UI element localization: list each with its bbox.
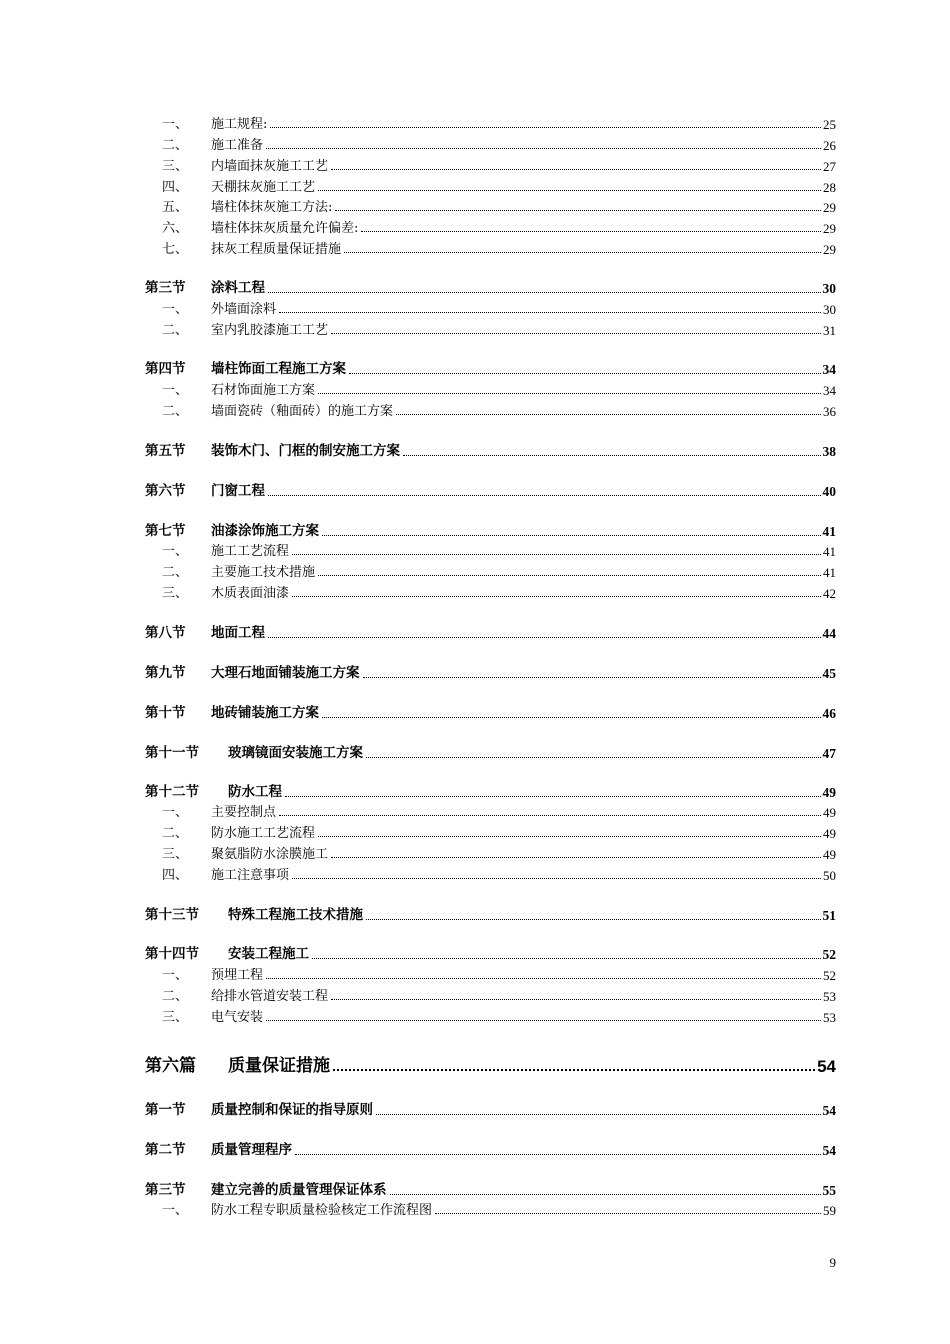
toc-entry-title: 防水工程专职质量检验核定工作流程图 [211, 1203, 433, 1218]
toc-entry-number: 一、 [162, 302, 189, 317]
toc-subsection-entry[interactable] [162, 869, 836, 882]
toc-entry-title: 墙柱体抹灰质量允许偏差: [211, 221, 359, 236]
toc-entry-number: 第三节 [145, 1182, 186, 1198]
toc-dot-leader [279, 312, 821, 313]
toc-entry-page: 27 [823, 159, 836, 174]
toc-section-entry[interactable] [145, 282, 836, 296]
toc-section-entry[interactable] [145, 1184, 836, 1198]
toc-entry-number: 第四节 [145, 361, 186, 377]
toc-dot-leader [292, 878, 821, 879]
toc-dot-leader [266, 148, 821, 149]
toc-entry-number: 四、 [162, 180, 189, 195]
toc-dot-leader [318, 836, 821, 837]
toc-entry-page: 29 [823, 242, 836, 257]
toc-dot-leader [344, 252, 821, 253]
toc-entry-title: 质量控制和保证的指导原则 [211, 1102, 373, 1118]
toc-subsection-entry[interactable] [162, 118, 836, 131]
toc-entry-number: 五、 [162, 200, 189, 215]
toc-entry-page: 29 [823, 221, 836, 236]
toc-entry-number: 四、 [162, 868, 189, 883]
toc-entry-title: 施工工艺流程 [211, 544, 290, 559]
toc-subsection-entry[interactable] [162, 566, 836, 579]
toc-dot-leader [268, 637, 821, 638]
toc-dot-leader [335, 210, 821, 211]
toc-section-entry[interactable] [145, 1144, 836, 1158]
toc-subsection-entry[interactable] [162, 545, 836, 558]
toc-entry-title: 主要施工技术措施 [211, 565, 316, 580]
toc-dot-leader [266, 1020, 821, 1021]
toc-entry-page: 31 [823, 323, 836, 338]
toc-dot-leader [363, 677, 821, 678]
toc-entry-number: 一、 [162, 544, 189, 559]
toc-entry-number: 第三节 [145, 280, 186, 296]
toc-entry-number: 三、 [162, 586, 189, 601]
toc-dot-leader [268, 292, 821, 293]
toc-entry-title: 电气安装 [211, 1010, 264, 1025]
toc-entry-title: 玻璃镜面安装施工方案 [228, 745, 363, 761]
toc-entry-title: 墙面瓷砖（釉面砖）的施工方案 [211, 404, 394, 419]
toc-section-entry[interactable] [145, 1104, 836, 1118]
toc-entry-page: 41 [823, 544, 836, 559]
toc-entry-title: 预埋工程 [211, 968, 264, 983]
toc-entry-page: 55 [822, 1183, 836, 1198]
toc-subsection-entry[interactable] [162, 969, 836, 982]
toc-dot-leader [312, 958, 821, 959]
toc-subsection-entry[interactable] [162, 587, 836, 600]
toc-entry-page: 25 [823, 117, 836, 132]
toc-entry-page: 47 [822, 746, 836, 761]
toc-entry-number: 第十三节 [145, 907, 199, 923]
toc-subsection-entry[interactable] [162, 1204, 836, 1217]
toc-dot-leader [322, 535, 821, 536]
toc-dot-leader [333, 1069, 815, 1071]
toc-entry-page: 41 [822, 524, 836, 539]
toc-subsection-entry[interactable] [162, 1011, 836, 1024]
toc-entry-title: 质量保证措施 [228, 1056, 330, 1076]
toc-section-entry[interactable] [145, 485, 836, 499]
toc-entry-title: 天棚抹灰施工工艺 [211, 180, 316, 195]
toc-dot-leader [292, 596, 821, 597]
toc-entry-number: 二、 [162, 565, 189, 580]
toc-dot-leader [331, 999, 821, 1000]
toc-entry-title: 外墙面涂料 [211, 302, 277, 317]
toc-entry-number: 三、 [162, 1010, 189, 1025]
toc-entry-title: 墙柱饰面工程施工方案 [211, 361, 346, 377]
toc-entry-page: 34 [822, 362, 836, 377]
toc-dot-leader [268, 495, 821, 496]
toc-section-entry[interactable] [145, 627, 836, 641]
toc-entry-number: 第十一节 [145, 745, 199, 761]
toc-entry-title: 主要控制点 [211, 805, 277, 820]
toc-entry-title: 施工注意事项 [211, 868, 290, 883]
toc-entry-title: 墙柱体抹灰施工方法: [211, 200, 333, 215]
toc-entry-page: 54 [817, 1057, 836, 1076]
toc-entry-page: 30 [823, 302, 836, 317]
toc-entry-number: 第七节 [145, 523, 186, 539]
toc-entry-title: 室内乳胶漆施工工艺 [211, 323, 329, 338]
toc-entry-number: 七、 [162, 242, 189, 257]
toc-dot-leader [403, 455, 821, 456]
toc-section-entry[interactable] [145, 525, 836, 539]
toc-subsection-entry[interactable] [162, 806, 836, 819]
toc-entry-page: 54 [822, 1143, 836, 1158]
toc-dot-leader [396, 414, 821, 415]
toc-entry-number: 三、 [162, 159, 189, 174]
toc-entry-page: 54 [822, 1103, 836, 1118]
toc-entry-page: 53 [823, 1010, 836, 1025]
toc-subsection-entry[interactable] [162, 848, 836, 861]
toc-dot-leader [318, 190, 821, 191]
toc-subsection-entry[interactable] [162, 222, 836, 235]
toc-subsection-entry[interactable] [162, 160, 836, 173]
toc-entry-page: 53 [823, 989, 836, 1004]
toc-subsection-entry[interactable] [162, 405, 836, 418]
toc-entry-page: 52 [823, 968, 836, 983]
toc-section-entry[interactable] [145, 786, 836, 800]
toc-dot-leader [366, 757, 821, 758]
toc-entry-page: 59 [823, 1203, 836, 1218]
toc-dot-leader [331, 333, 821, 334]
toc-part-entry[interactable] [145, 1058, 836, 1075]
toc-subsection-entry[interactable] [162, 139, 836, 152]
toc-entry-number: 第十节 [145, 705, 186, 721]
toc-entry-title: 地砖铺装施工方案 [211, 705, 319, 721]
toc-entry-number: 二、 [162, 138, 189, 153]
toc-entry-number: 一、 [162, 805, 189, 820]
toc-entry-page: 41 [823, 565, 836, 580]
toc-dot-leader [285, 796, 821, 797]
toc-section-entry[interactable] [145, 667, 836, 681]
toc-entry-page: 45 [822, 666, 836, 681]
toc-dot-leader [361, 231, 821, 232]
toc-entry-title: 防水工程 [228, 784, 282, 800]
toc-entry-page: 49 [823, 826, 836, 841]
toc-dot-leader [295, 1154, 821, 1155]
toc-entry-page: 29 [823, 200, 836, 215]
toc-entry-page: 49 [823, 847, 836, 862]
toc-entry-number: 第十二节 [145, 784, 199, 800]
toc-entry-title: 门窗工程 [211, 483, 265, 499]
toc-subsection-entry[interactable] [162, 201, 836, 214]
toc-dot-leader [376, 1114, 821, 1115]
toc-entry-page: 42 [823, 586, 836, 601]
toc-dot-leader [292, 554, 821, 555]
toc-entry-number: 一、 [162, 383, 189, 398]
toc-entry-number: 第十四节 [145, 946, 199, 962]
toc-entry-page: 44 [822, 626, 836, 641]
toc-subsection-entry[interactable] [162, 303, 836, 316]
toc-subsection-entry[interactable] [162, 990, 836, 1003]
toc-dot-leader [318, 575, 821, 576]
toc-entry-page: 34 [823, 383, 836, 398]
toc-entry-page: 49 [822, 785, 836, 800]
toc-section-entry[interactable] [145, 948, 836, 962]
toc-entry-page: 50 [823, 868, 836, 883]
toc-entry-title: 安装工程施工 [228, 946, 309, 962]
toc-entry-page: 46 [822, 706, 836, 721]
toc-entry-page: 36 [823, 404, 836, 419]
toc-entry-page: 30 [822, 281, 836, 296]
toc-entry-title: 施工规程: [211, 117, 268, 132]
toc-entry-number: 第九节 [145, 665, 186, 681]
toc-dot-leader [366, 919, 821, 920]
toc-entry-title: 抹灰工程质量保证措施 [211, 242, 342, 257]
toc-dot-leader [322, 717, 821, 718]
toc-entry-title: 木质表面油漆 [211, 586, 290, 601]
toc-entry-number: 六、 [162, 221, 189, 236]
toc-entry-page: 26 [823, 138, 836, 153]
toc-entry-title: 建立完善的质量管理保证体系 [211, 1182, 387, 1198]
toc-entry-title: 装饰木门、门框的制安施工方案 [211, 443, 400, 459]
toc-entry-title: 聚氨脂防水涂膜施工 [211, 847, 329, 862]
toc-dot-leader [331, 169, 821, 170]
toc-entry-number: 一、 [162, 968, 189, 983]
toc-section-entry[interactable] [145, 445, 836, 459]
toc-entry-title: 给排水管道安装工程 [211, 989, 329, 1004]
toc-dot-leader [270, 127, 821, 128]
toc-entry-number: 第一节 [145, 1102, 186, 1118]
toc-entry-title: 特殊工程施工技术措施 [228, 907, 363, 923]
toc-entry-title: 涂料工程 [211, 280, 265, 296]
toc-entry-page: 51 [822, 908, 836, 923]
toc-subsection-entry[interactable] [162, 324, 836, 337]
toc-dot-leader [390, 1194, 821, 1195]
toc-section-entry[interactable] [145, 707, 836, 721]
toc-entry-number: 第六节 [145, 483, 186, 499]
page-number: 9 [829, 1255, 836, 1270]
toc-subsection-entry[interactable] [162, 384, 836, 397]
toc-dot-leader [435, 1213, 821, 1214]
toc-entry-number: 二、 [162, 989, 189, 1004]
toc-entry-title: 油漆涂饰施工方案 [211, 523, 319, 539]
toc-entry-title: 防水施工工艺流程 [211, 826, 316, 841]
toc-entry-page: 52 [822, 947, 836, 962]
toc-dot-leader [349, 373, 821, 374]
toc-entry-number: 第二节 [145, 1142, 186, 1158]
toc-entry-title: 内墙面抹灰施工工艺 [211, 159, 329, 174]
toc-entry-page: 40 [822, 484, 836, 499]
toc-entry-number: 第六篇 [145, 1056, 196, 1076]
toc-section-entry[interactable] [145, 747, 836, 761]
toc-entry-number: 一、 [162, 117, 189, 132]
toc-entry-title: 石材饰面施工方案 [211, 383, 316, 398]
toc-dot-leader [279, 815, 821, 816]
toc-subsection-entry[interactable] [162, 827, 836, 840]
toc-entry-title: 大理石地面铺装施工方案 [211, 665, 360, 681]
toc-entry-number: 第八节 [145, 625, 186, 641]
toc-entry-title: 施工准备 [211, 138, 264, 153]
toc-entry-number: 二、 [162, 404, 189, 419]
toc-dot-leader [266, 978, 821, 979]
toc-subsection-entry[interactable] [162, 181, 836, 194]
toc-dot-leader [318, 393, 821, 394]
toc-section-entry[interactable] [145, 363, 836, 377]
toc-entry-number: 二、 [162, 323, 189, 338]
toc-entry-title: 质量管理程序 [211, 1142, 292, 1158]
toc-subsection-entry[interactable] [162, 243, 836, 256]
toc-entry-page: 49 [823, 805, 836, 820]
toc-entry-page: 28 [823, 180, 836, 195]
toc-section-entry[interactable] [145, 909, 836, 923]
toc-entry-page: 38 [822, 444, 836, 459]
toc-entry-number: 三、 [162, 847, 189, 862]
toc-entry-number: 二、 [162, 826, 189, 841]
toc-dot-leader [331, 857, 821, 858]
toc-entry-title: 地面工程 [211, 625, 265, 641]
toc-entry-number: 第五节 [145, 443, 186, 459]
toc-entry-number: 一、 [162, 1203, 189, 1218]
